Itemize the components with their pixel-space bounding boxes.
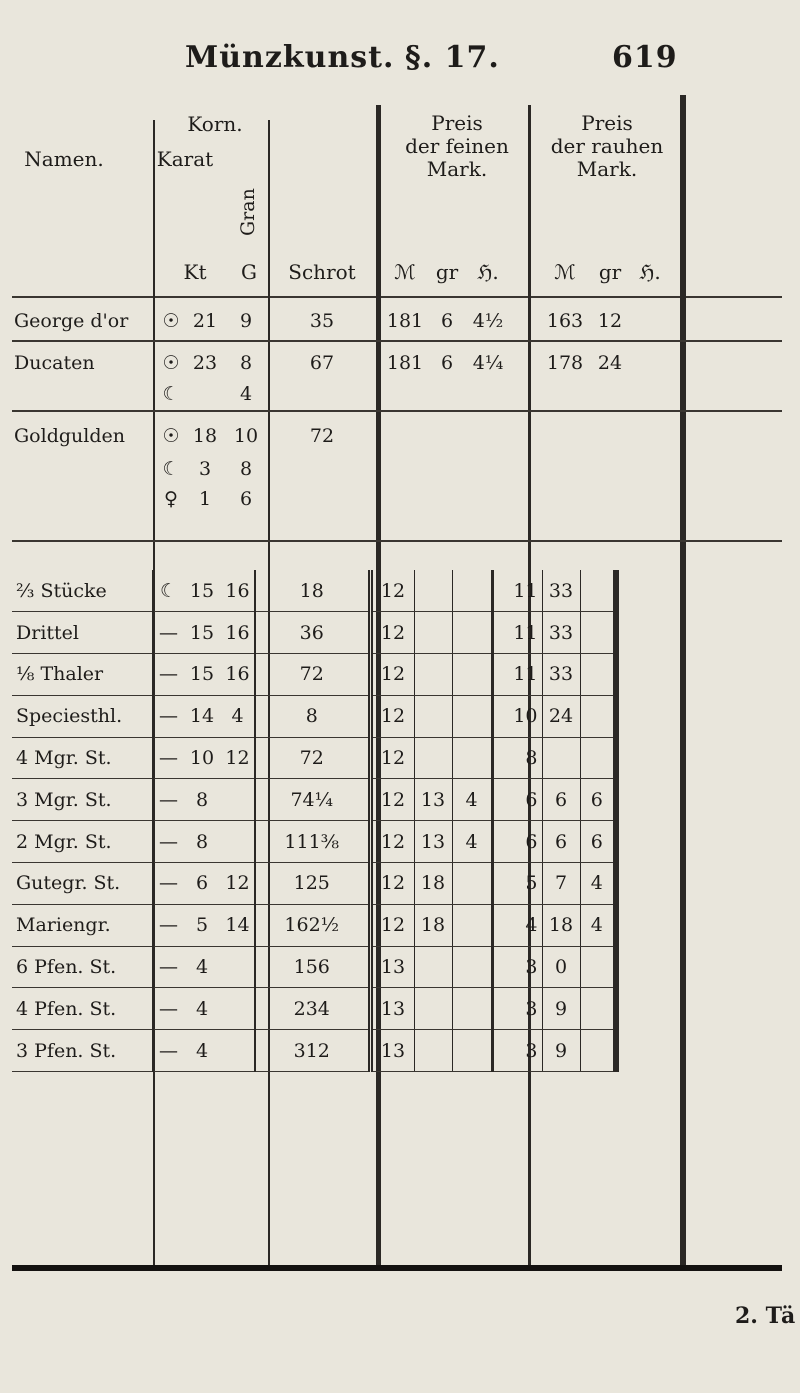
cell-fm: 13 bbox=[370, 1030, 414, 1072]
cell-fg bbox=[414, 570, 452, 612]
cell-gran: 14 bbox=[221, 904, 255, 946]
cell-karat: 4 bbox=[183, 946, 221, 988]
cell-name: 2 Mgr. St. bbox=[12, 821, 153, 863]
cell-schrot: 111⅜ bbox=[255, 821, 370, 863]
cell-rp bbox=[580, 946, 616, 988]
cell-fp bbox=[452, 904, 492, 946]
cell-rm: 3 bbox=[492, 988, 542, 1030]
heading-korn: Korn. bbox=[187, 112, 243, 136]
gold-cell-rm: 163 bbox=[546, 310, 584, 332]
cell-fg bbox=[414, 988, 452, 1030]
cell-schrot: 72 bbox=[255, 654, 370, 696]
gold-cell-name: Ducaten bbox=[14, 352, 95, 374]
cell-gran: 12 bbox=[221, 737, 255, 779]
cell-rp bbox=[580, 988, 616, 1030]
table-row bbox=[12, 779, 616, 821]
heading-fine-price-3: Mark. bbox=[426, 157, 488, 181]
cell-rg: 0 bbox=[542, 946, 580, 988]
cell-fg: 13 bbox=[414, 779, 452, 821]
cell-name: 6 Pfen. St. bbox=[12, 946, 153, 988]
cell-fg: 18 bbox=[414, 904, 452, 946]
heading-rough-price-1: Preis bbox=[581, 111, 633, 135]
cell-fm: 12 bbox=[370, 863, 414, 905]
running-header bbox=[0, 40, 800, 92]
cell-schrot: 125 bbox=[255, 863, 370, 905]
gold-cell-name: Goldgulden bbox=[14, 425, 125, 447]
cell-karat: 15 bbox=[183, 570, 221, 612]
cell-karat: 15 bbox=[183, 612, 221, 654]
running-title: Münzkunst. bbox=[185, 40, 395, 75]
cell-fm: 12 bbox=[370, 570, 414, 612]
cell-fm: 13 bbox=[370, 988, 414, 1030]
gold-cell-schrot: 67 bbox=[309, 352, 335, 374]
cell-rg: 18 bbox=[542, 904, 580, 946]
cell-name: 3 Pfen. St. bbox=[12, 1030, 153, 1072]
cell-gran: 16 bbox=[221, 654, 255, 696]
cell-gran bbox=[221, 988, 255, 1030]
cell-sym: — bbox=[153, 821, 183, 863]
table-row bbox=[12, 1030, 616, 1072]
cell-name: ⅛ Thaler bbox=[12, 654, 153, 696]
coin-table bbox=[12, 570, 619, 1072]
row-rule bbox=[12, 540, 782, 542]
heading-namen: Namen. bbox=[24, 147, 104, 171]
cell-karat: 5 bbox=[183, 904, 221, 946]
cell-name: 3 Mgr. St. bbox=[12, 779, 153, 821]
gold-cell-gran: 6 bbox=[239, 488, 253, 510]
cell-rp bbox=[580, 570, 616, 612]
cell-fp bbox=[452, 612, 492, 654]
heading-fine-gr: gr bbox=[435, 260, 459, 284]
cell-karat: 8 bbox=[183, 779, 221, 821]
gold-cell-fg: 6 bbox=[440, 352, 454, 374]
cell-fg bbox=[414, 1030, 452, 1072]
cell-fp bbox=[452, 863, 492, 905]
cell-gran bbox=[221, 779, 255, 821]
table-row bbox=[12, 737, 616, 779]
gold-cell-sym: ☉ bbox=[162, 425, 180, 447]
row-rule bbox=[12, 340, 782, 342]
cell-sym: — bbox=[153, 904, 183, 946]
cell-rm: 3 bbox=[492, 946, 542, 988]
heading-fine-price-2: der feinen bbox=[405, 134, 509, 158]
cell-name: 4 Pfen. St. bbox=[12, 988, 153, 1030]
table-row bbox=[12, 695, 616, 737]
cell-rg: 33 bbox=[542, 570, 580, 612]
cell-rp bbox=[580, 695, 616, 737]
cell-sym: — bbox=[153, 863, 183, 905]
cell-rg bbox=[542, 737, 580, 779]
cell-rm: 6 bbox=[492, 821, 542, 863]
cell-rp bbox=[580, 1030, 616, 1072]
table-row bbox=[12, 570, 616, 612]
cell-fg bbox=[414, 946, 452, 988]
cell-sym: ☾ bbox=[153, 570, 183, 612]
heading-schrot: Schrot bbox=[288, 260, 356, 284]
cell-karat: 15 bbox=[183, 654, 221, 696]
gold-cell-name: George d'or bbox=[14, 310, 129, 332]
row-rule bbox=[12, 410, 782, 412]
cell-rg: 9 bbox=[542, 988, 580, 1030]
cell-gran bbox=[221, 821, 255, 863]
gold-cell-gran: 9 bbox=[239, 310, 253, 332]
gold-cell-fm: 181 bbox=[386, 310, 424, 332]
cell-karat: 6 bbox=[183, 863, 221, 905]
heading-rule bbox=[12, 296, 782, 298]
cell-rm: 11 bbox=[492, 570, 542, 612]
cell-name: Drittel bbox=[12, 612, 153, 654]
cell-rp bbox=[580, 737, 616, 779]
heading-fine-mark: ℳ bbox=[394, 260, 416, 284]
cell-schrot: 72 bbox=[255, 737, 370, 779]
gold-cell-karat: 1 bbox=[198, 488, 212, 510]
cell-fm: 12 bbox=[370, 737, 414, 779]
cell-karat: 10 bbox=[183, 737, 221, 779]
cell-fg bbox=[414, 612, 452, 654]
cell-fp: 4 bbox=[452, 821, 492, 863]
heading-rough-price-2: der rauhen bbox=[550, 134, 664, 158]
gold-cell-karat: 18 bbox=[192, 425, 218, 447]
cell-gran: 16 bbox=[221, 570, 255, 612]
gold-cell-karat: 3 bbox=[198, 458, 212, 480]
cell-rm: 4 bbox=[492, 904, 542, 946]
cell-fg bbox=[414, 695, 452, 737]
gold-cell-karat: 23 bbox=[192, 352, 218, 374]
cell-fg bbox=[414, 654, 452, 696]
table-row bbox=[12, 821, 616, 863]
cell-fp bbox=[452, 737, 492, 779]
cell-gran bbox=[221, 946, 255, 988]
catchword: 2. Tä bbox=[735, 1303, 796, 1329]
cell-sym: — bbox=[153, 988, 183, 1030]
table-row bbox=[12, 988, 616, 1030]
cell-gran: 16 bbox=[221, 612, 255, 654]
cell-rg: 6 bbox=[542, 779, 580, 821]
cell-fm: 12 bbox=[370, 779, 414, 821]
heading-rough-price-3: Mark. bbox=[576, 157, 638, 181]
gold-cell-rg: 24 bbox=[597, 352, 623, 374]
cell-gran bbox=[221, 1030, 255, 1072]
page-number: 619 bbox=[612, 40, 678, 75]
cell-rg: 7 bbox=[542, 863, 580, 905]
cell-rm: 6 bbox=[492, 779, 542, 821]
column-rule-right bbox=[680, 95, 686, 1270]
gold-cell-sym: ☾ bbox=[162, 383, 180, 405]
cell-sym: — bbox=[153, 779, 183, 821]
cell-rg: 33 bbox=[542, 612, 580, 654]
cell-rp bbox=[580, 612, 616, 654]
cell-rm: 11 bbox=[492, 654, 542, 696]
cell-schrot: 162½ bbox=[255, 904, 370, 946]
gold-cell-gran: 8 bbox=[239, 352, 253, 374]
table-row bbox=[12, 904, 616, 946]
gold-cell-fp: 4½ bbox=[472, 310, 504, 332]
gold-cell-schrot: 35 bbox=[309, 310, 335, 332]
gold-cell-gran: 10 bbox=[233, 425, 259, 447]
cell-fg: 13 bbox=[414, 821, 452, 863]
cell-rm: 3 bbox=[492, 1030, 542, 1072]
gold-cell-sym: ☉ bbox=[162, 310, 180, 332]
heading-karat: Karat bbox=[156, 147, 214, 171]
table-row bbox=[12, 612, 616, 654]
cell-rm: 10 bbox=[492, 695, 542, 737]
cell-schrot: 18 bbox=[255, 570, 370, 612]
table-row bbox=[12, 863, 616, 905]
cell-fm: 12 bbox=[370, 695, 414, 737]
gold-cell-sym: ☾ bbox=[162, 458, 180, 480]
cell-gran: 4 bbox=[221, 695, 255, 737]
cell-rp: 6 bbox=[580, 779, 616, 821]
cell-fg: 18 bbox=[414, 863, 452, 905]
cell-rm: 11 bbox=[492, 612, 542, 654]
cell-fp bbox=[452, 695, 492, 737]
cell-karat: 4 bbox=[183, 1030, 221, 1072]
cell-rp bbox=[580, 654, 616, 696]
gold-cell-fm: 181 bbox=[386, 352, 424, 374]
gold-cell-gran: 8 bbox=[239, 458, 253, 480]
gold-cell-gran: 4 bbox=[239, 383, 253, 405]
cell-schrot: 74¼ bbox=[255, 779, 370, 821]
cell-fp bbox=[452, 946, 492, 988]
heading-gran-unit: G bbox=[241, 260, 257, 284]
cell-name: ⅔ Stücke bbox=[12, 570, 153, 612]
cell-sym: — bbox=[153, 612, 183, 654]
cell-schrot: 156 bbox=[255, 946, 370, 988]
cell-rm: 8 bbox=[492, 737, 542, 779]
cell-rg: 24 bbox=[542, 695, 580, 737]
table-row bbox=[12, 946, 616, 988]
cell-fp bbox=[452, 654, 492, 696]
cell-fg bbox=[414, 737, 452, 779]
gold-cell-sym: ☉ bbox=[162, 352, 180, 374]
gold-cell-fp: 4¼ bbox=[472, 352, 504, 374]
cell-fp bbox=[452, 988, 492, 1030]
cell-rg: 6 bbox=[542, 821, 580, 863]
cell-fp bbox=[452, 570, 492, 612]
cell-sym: — bbox=[153, 1030, 183, 1072]
cell-rm: 5 bbox=[492, 863, 542, 905]
heading-rough-mark: ℳ bbox=[554, 260, 576, 284]
cell-rp: 4 bbox=[580, 863, 616, 905]
cell-rp: 6 bbox=[580, 821, 616, 863]
heading-karat-unit: Kt bbox=[183, 260, 207, 284]
cell-schrot: 312 bbox=[255, 1030, 370, 1072]
heading-rough-gr: gr bbox=[598, 260, 622, 284]
bottom-rule bbox=[12, 1265, 782, 1271]
gold-cell-karat: 21 bbox=[192, 310, 218, 332]
section-number: §. 17. bbox=[405, 40, 500, 75]
gold-cell-rm: 178 bbox=[546, 352, 584, 374]
cell-fp bbox=[452, 1030, 492, 1072]
cell-schrot: 234 bbox=[255, 988, 370, 1030]
gold-cell-schrot: 72 bbox=[309, 425, 335, 447]
cell-sym: — bbox=[153, 737, 183, 779]
gold-cell-rg: 12 bbox=[597, 310, 623, 332]
cell-fm: 13 bbox=[370, 946, 414, 988]
cell-schrot: 8 bbox=[255, 695, 370, 737]
heading-gran: Gran bbox=[237, 188, 259, 236]
cell-karat: 8 bbox=[183, 821, 221, 863]
cell-name: Mariengr. bbox=[12, 904, 153, 946]
heading-fine-pf: ℌ. bbox=[477, 260, 499, 284]
heading-fine-price-1: Preis bbox=[431, 111, 483, 135]
table-row bbox=[12, 654, 616, 696]
gold-cell-fg: 6 bbox=[440, 310, 454, 332]
cell-name: Speciesthl. bbox=[12, 695, 153, 737]
cell-rp: 4 bbox=[580, 904, 616, 946]
cell-fp: 4 bbox=[452, 779, 492, 821]
cell-fm: 12 bbox=[370, 904, 414, 946]
cell-rg: 33 bbox=[542, 654, 580, 696]
cell-name: Gutegr. St. bbox=[12, 863, 153, 905]
cell-gran: 12 bbox=[221, 863, 255, 905]
cell-sym: — bbox=[153, 946, 183, 988]
cell-fm: 12 bbox=[370, 654, 414, 696]
heading-rough-pf: ℌ. bbox=[639, 260, 661, 284]
cell-rg: 9 bbox=[542, 1030, 580, 1072]
cell-name: 4 Mgr. St. bbox=[12, 737, 153, 779]
cell-schrot: 36 bbox=[255, 612, 370, 654]
cell-sym: — bbox=[153, 654, 183, 696]
gold-cell-sym: ♀ bbox=[164, 488, 178, 510]
cell-karat: 4 bbox=[183, 988, 221, 1030]
cell-fm: 12 bbox=[370, 612, 414, 654]
cell-sym: — bbox=[153, 695, 183, 737]
cell-fm: 12 bbox=[370, 821, 414, 863]
cell-karat: 14 bbox=[183, 695, 221, 737]
